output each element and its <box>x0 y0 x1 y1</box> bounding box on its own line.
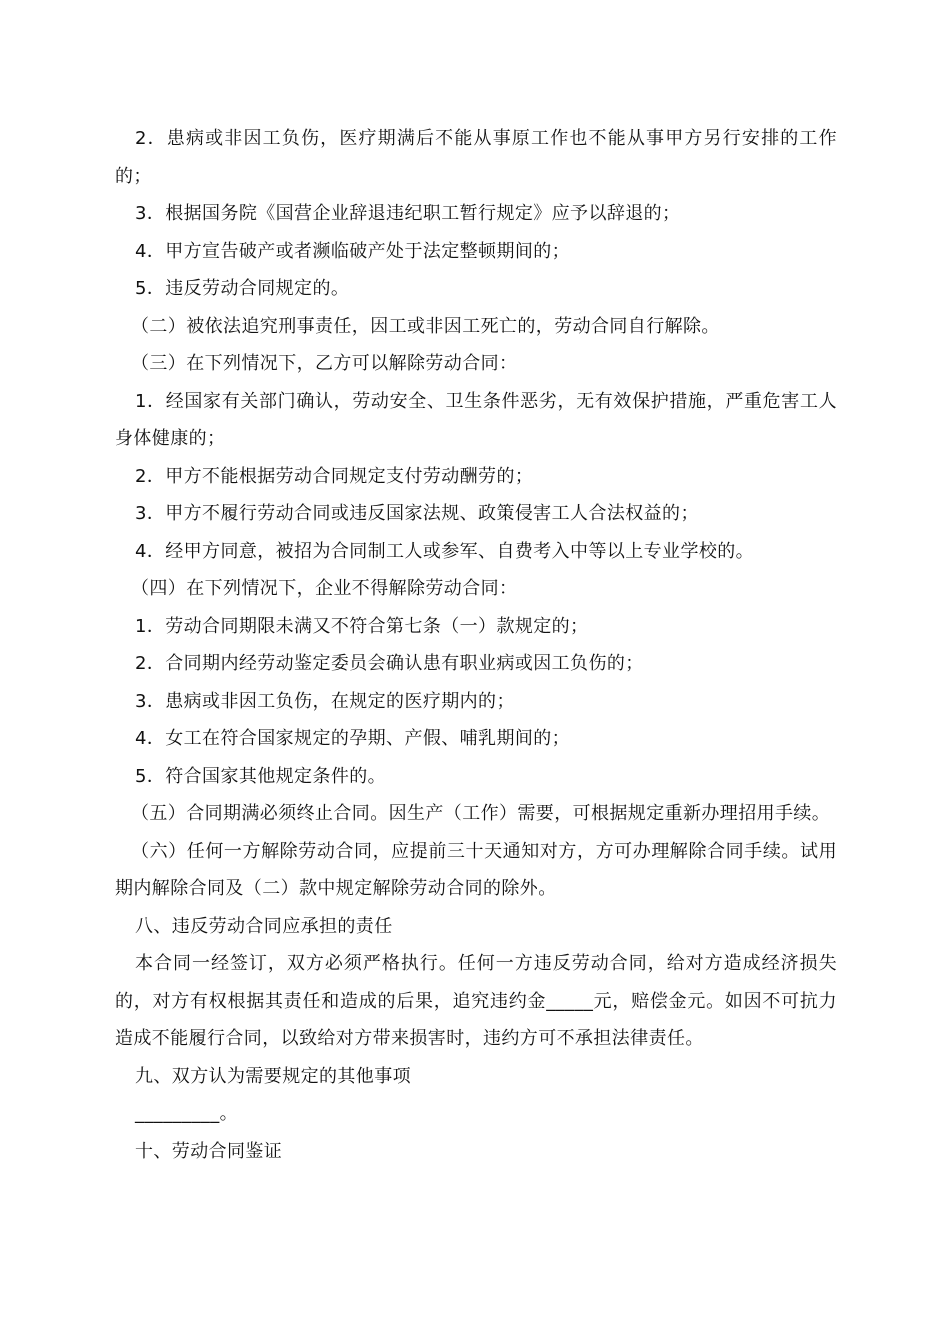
clause-section-4-item-2: 2．合同期内经劳动鉴定委员会确认患有职业病或因工负伤的； <box>135 653 644 674</box>
clause-section-4-item-3: 3．患病或非因工负伤，在规定的医疗期内的； <box>135 690 515 712</box>
clause-section-6: （六）任何一方解除劳动合同，应提前三十天通知对方，方可办理解除合同手续。试用期内解除合同及（二）款中规定解除劳动合同的除外。 <box>115 840 837 899</box>
clause-section-5: （五）合同期满必须终止合同。因生产（工作）需要，可根据规定重新办理招用手续。 <box>131 803 831 824</box>
clause-section-3-item-4: 4．经甲方同意，被招为合同制工人或参军、自费考入中等以上专业学校的。 <box>135 540 755 562</box>
article-8-body: 本合同一经签订，双方必须严格执行。任何一方违反劳动合同，给对方造成经济损失的，对方有权根据其责任和造成的后果，追究违约金_____元，赔偿金元。如因不可抗力造成不能履行合同，以致给对方带来损害时，违约方可不承担法律责任。 <box>115 953 837 1049</box>
clause-section-3-item-1: 1．经国家有关部门确认，劳动安全、卫生条件恶劣，无有效保护措施，严重危害工人身体健康的； <box>115 390 837 449</box>
document-body <box>115 120 837 1170</box>
heading-article-9: 九、双方认为需要规定的其他事项 <box>135 1065 411 1087</box>
clause-item-3-state-council: 3．根据国务院《国营企业辞退违纪职工暂行规定》应予以辞退的； <box>135 203 681 224</box>
heading-article-8: 八、违反劳动合同应承担的责任 <box>135 915 393 937</box>
clause-section-3-item-2: 2．甲方不能根据劳动合同规定支付劳动酬劳的； <box>135 465 534 487</box>
article-9-blank-line: _________。 <box>135 1103 238 1124</box>
clause-section-3-heading: （三）在下列情况下，乙方可以解除劳动合同： <box>131 353 518 374</box>
heading-article-10: 十、劳动合同鉴证 <box>135 1140 283 1162</box>
clause-item-2-illness: 2．患病或非因工负伤，医疗期满后不能从事原工作也不能从事甲方另行安排的工作的； <box>115 128 837 187</box>
clause-item-5-violation: 5．违反劳动合同规定的。 <box>135 278 350 299</box>
clause-section-4-item-1: 1．劳动合同期限未满又不符合第七条（一）款规定的； <box>135 615 589 637</box>
clause-section-2: （二）被依法追究刑事责任，因工或非因工死亡的，劳动合同自行解除。 <box>131 315 720 337</box>
clause-section-4-heading: （四）在下列情况下，企业不得解除劳动合同： <box>131 578 518 599</box>
clause-section-4-item-5: 5．符合国家其他规定条件的。 <box>135 765 387 787</box>
clause-section-3-item-3: 3．甲方不履行劳动合同或违反国家法规、政策侵害工人合法权益的； <box>135 503 699 524</box>
clause-item-4-bankruptcy: 4．甲方宣告破产或者濒临破产处于法定整顿期间的； <box>135 240 571 262</box>
clause-section-4-item-4: 4．女工在符合国家规定的孕期、产假、哺乳期间的； <box>135 728 571 749</box>
